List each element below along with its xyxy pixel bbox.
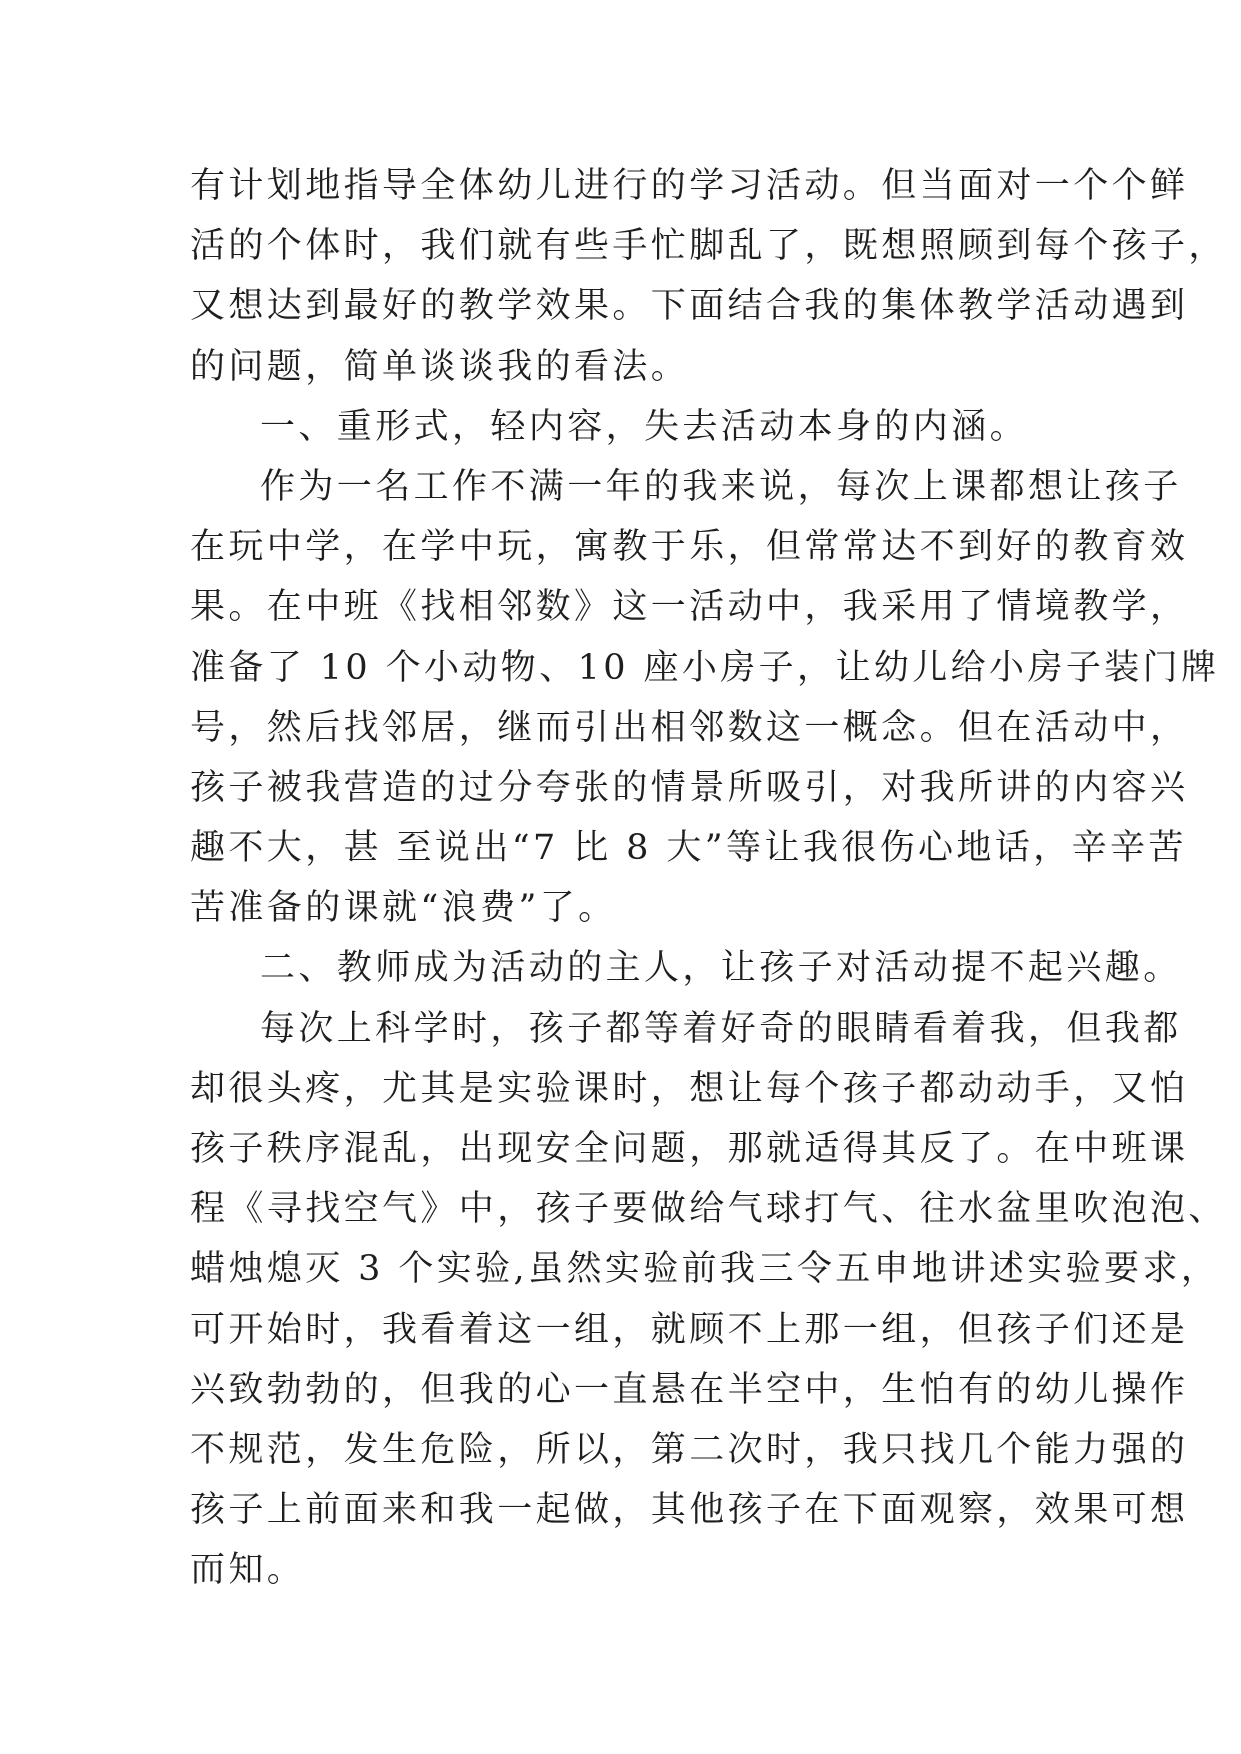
text-line: 孩子秩序混乱，出现安全问题，那就适得其反了。在中班课 xyxy=(190,1129,1189,1169)
text-line: 可开始时，我看着这一组，就顾不上那一组，但孩子们还是 xyxy=(190,1309,1189,1350)
text-line: 又想达到最好的教学效果。下面结合我的集体教学活动遇到 xyxy=(190,286,1189,327)
text-line: 的问题，简单谈谈我的看法。 xyxy=(190,346,690,387)
text-line: 兴致勃勃的，但我的心一直悬在半空中，生怕有的幼儿操作 xyxy=(190,1369,1189,1410)
paragraph-first-line: 二、教师成为活动的主人，让孩子对活动提不起兴趣。 xyxy=(260,948,1182,989)
text-line: 活的个体时，我们就有些手忙脚乱了，既想照顾到每个孩子， xyxy=(190,226,1227,267)
text-line: 却很头疼，尤其是实验课时，想让每个孩子都动动手，又怕 xyxy=(190,1068,1189,1109)
text-line: 在玩中学，在学中玩，寓教于乐，但常常达不到好的教育效 xyxy=(190,527,1189,568)
text-line: 准备了 10 个小动物、10 座小房子，让幼儿给小房子装门牌 xyxy=(190,647,1220,688)
text-line: 果。在中班《找相邻数》这一活动中，我采用了情境教学， xyxy=(190,587,1189,628)
text-line: 苦准备的课就“浪费”了。 xyxy=(190,888,617,929)
text-line: 不规范，发生危险，所以，第二次时，我只找几个能力强的 xyxy=(190,1429,1189,1470)
text-line: 趣不大，甚 至说出“7 比 8 大”等让我很伤心地话，辛辛苦 xyxy=(190,828,1187,869)
paragraph-first-line: 每次上科学时，孩子都等着好奇的眼睛看着我，但我都 xyxy=(260,1008,1182,1049)
paragraph-first-line: 作为一名工作不满一年的我来说，每次上课都想让孩子 xyxy=(260,466,1182,507)
text-line: 有计划地指导全体幼儿进行的学习活动。但当面对一个个鲜 xyxy=(190,166,1189,206)
text-line: 而知。 xyxy=(190,1550,306,1591)
text-line: 蜡烛熄灭 3 个实验,虽然实验前我三令五申地讲述实验要求， xyxy=(190,1249,1220,1290)
text-line: 孩子上前面来和我一起做，其他孩子在下面观察，效果可想 xyxy=(190,1490,1189,1531)
text-line: 孩子被我营造的过分夸张的情景所吸引，对我所讲的内容兴 xyxy=(190,767,1189,808)
body-text xyxy=(190,156,1227,1601)
text-line: 号，然后找邻居，继而引出相邻数这一概念。但在活动中， xyxy=(190,707,1189,748)
paragraph-first-line: 一、重形式，轻内容，失去活动本身的内涵。 xyxy=(260,406,1029,447)
text-line: 程《寻找空气》中，孩子要做给气球打气、往水盆里吹泡泡、 xyxy=(190,1189,1227,1230)
